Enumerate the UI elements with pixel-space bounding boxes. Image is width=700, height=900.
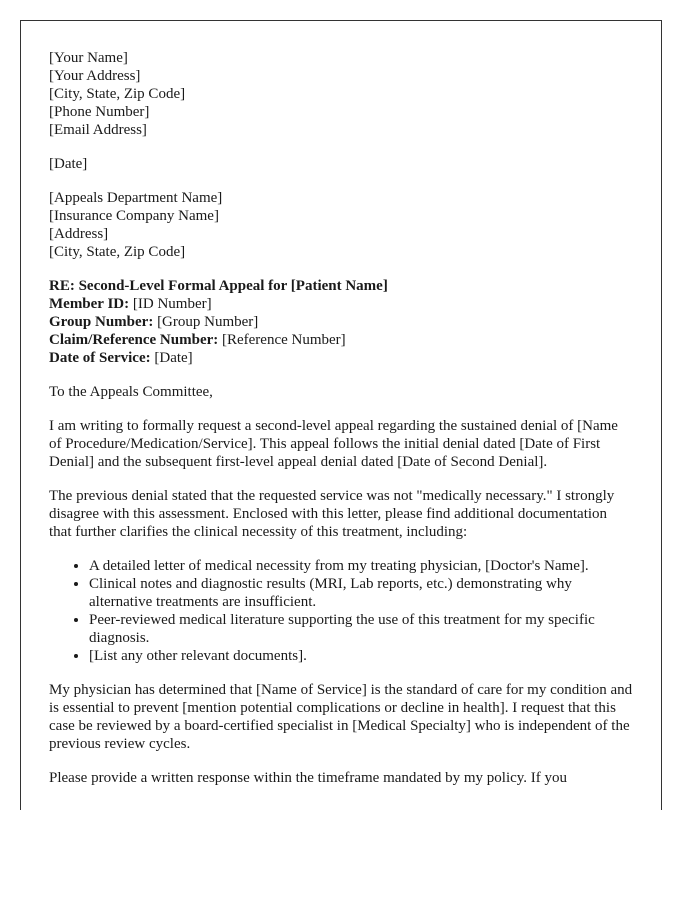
enclosure-item: • Clinical notes and diagnostic results (MRI, Lab reports, etc.) demonstrating why alternative treatments are insufficient.: [89, 575, 633, 611]
letter-page: [20, 20, 662, 810]
salutation: To the Appeals Committee,: [49, 384, 213, 400]
recipient-city-state-zip: [City, State, Zip Code]: [49, 244, 186, 260]
sender-email: [Email Address]: [49, 122, 147, 138]
member-id-value: [ID Number]: [129, 296, 212, 312]
date-of-service-value: [Date]: [150, 350, 193, 366]
member-id-label: Member ID:: [49, 296, 130, 312]
recipient-company: [Insurance Company Name]: [49, 208, 219, 224]
enclosure-item: • Peer-reviewed medical literature supporting the use of this treatment for my specific diagnosis.: [89, 611, 633, 647]
body-paragraph-4: Please provide a written response within the timeframe mandated by my policy. If you: [49, 770, 568, 786]
letter-date: [49, 155, 633, 173]
member-id-line: [49, 295, 633, 313]
sender-address: [Your Address]: [49, 68, 141, 84]
group-number-line: [49, 313, 633, 331]
enclosure-item: • A detailed letter of medical necessity from my treating physician, [Doctor's Name].: [89, 557, 633, 575]
sender-city-state-zip: [City, State, Zip Code]: [49, 86, 186, 102]
recipient-department: [Appeals Department Name]: [49, 190, 223, 206]
recipient-address-block: [49, 189, 633, 261]
document-viewport: [20, 20, 662, 810]
sender-phone: [Phone Number]: [49, 104, 150, 120]
sender-address-block: [49, 49, 633, 139]
group-number-label: Group Number:: [49, 314, 154, 330]
body-paragraph-3: My physician has determined that [Name of Service] is the standard of care for my condition and is essential to prevent [mention potential complications or decline in health]. I request that this case be reviewed by a board-certified specialist in [Medical Specialty] who is independent of the previous review cycles.: [49, 682, 633, 752]
re-subject-text: RE: Second-Level Formal Appeal for [Patient Name]: [49, 278, 388, 294]
date-text: [Date]: [49, 156, 88, 172]
sender-name: [Your Name]: [49, 50, 128, 66]
body-paragraph-2: The previous denial stated that the requested service was not "medically necessary." I strongly disagree with this assessment. Enclosed with this letter, please find additional documentation that further clarifies the clinical necessity of this treatment, including:: [49, 488, 615, 540]
claim-reference-line: [49, 331, 633, 349]
date-of-service-label: Date of Service:: [49, 350, 151, 366]
re-subject-line: [49, 277, 633, 295]
enclosure-item: • [List any other relevant documents].: [89, 647, 633, 665]
claim-reference-value: [Reference Number]: [218, 332, 346, 348]
group-number-value: [Group Number]: [153, 314, 259, 330]
date-of-service-line: [49, 349, 633, 367]
reference-block: [49, 277, 633, 367]
recipient-address: [Address]: [49, 226, 109, 242]
body-paragraph-1: I am writing to formally request a second-level appeal regarding the sustained denial of [Name of Procedure/Medication/Service]. This appeal follows the initial denial dated [Date of First Denial] and the subsequent first-level appeal denial dated [Date of Second Denial].: [49, 418, 618, 470]
claim-reference-label: Claim/Reference Number:: [49, 332, 219, 348]
enclosures-list: [49, 557, 633, 665]
